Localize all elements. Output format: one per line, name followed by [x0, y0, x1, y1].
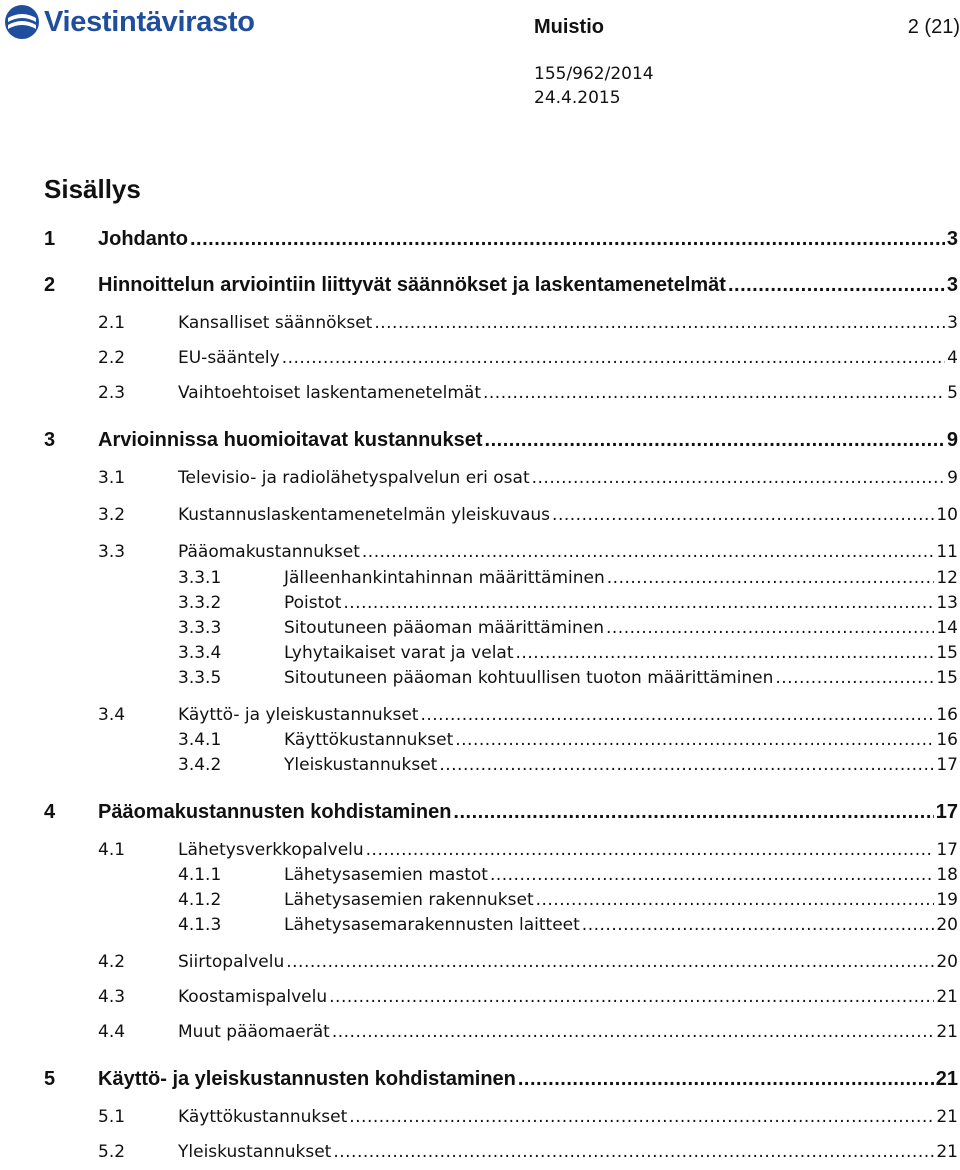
toc-entry-page: 20	[936, 915, 958, 935]
toc-entry-page: 16	[936, 730, 958, 750]
toc-entry-number: 2.2	[98, 348, 126, 368]
toc-leader-dots	[606, 618, 934, 638]
toc-entry-number: 2.3	[98, 383, 126, 403]
toc-entry-number: 3.3.4	[178, 643, 222, 663]
toc-entry-label[interactable]: Käyttö- ja yleiskustannusten kohdistaminen	[98, 1068, 516, 1090]
toc-entry-page: 20	[936, 952, 958, 972]
toc-entry-number: 3.3.5	[178, 668, 222, 688]
toc-leader-dots	[332, 1022, 935, 1042]
toc-entry-number: 4.1.2	[178, 890, 222, 910]
toc-entry[interactable]	[0, 468, 958, 496]
toc-entry-body	[98, 1068, 958, 1091]
toc-entry-page: 9	[947, 468, 958, 488]
toc-entry-page: 3	[946, 274, 958, 296]
toc-entry[interactable]	[0, 313, 958, 341]
toc-entry-page: 3	[947, 313, 958, 333]
toc-entry-page: 19	[936, 890, 958, 910]
toc-entry-label[interactable]: Sitoutuneen pääoman määrittäminen	[284, 618, 604, 638]
toc-entry-label[interactable]: Lähetysasemarakennusten laitteet	[284, 915, 580, 935]
toc-entry-label[interactable]: Lähetysverkkopalvelu	[178, 840, 364, 860]
toc-leader-dots	[518, 1068, 934, 1091]
toc-entry[interactable]	[0, 801, 958, 829]
toc-leader-dots	[453, 801, 933, 824]
toc-entry-label[interactable]: Pääomakustannusten kohdistaminen	[98, 801, 452, 823]
toc-entry-body	[178, 1022, 958, 1042]
toc-leader-dots	[366, 840, 935, 860]
toc-entry-body	[284, 568, 958, 588]
toc-entry-page: 14	[936, 618, 958, 638]
toc-entry-number: 4.1.3	[178, 915, 222, 935]
toc-leader-dots	[439, 755, 934, 775]
toc-entry-number: 3.4.2	[178, 755, 222, 775]
toc-entry-body	[178, 840, 958, 860]
toc-entry[interactable]	[0, 952, 958, 980]
toc-entry-body	[284, 755, 958, 775]
toc-entry-label[interactable]: Yleiskustannukset	[178, 1142, 332, 1162]
toc-entry-body	[178, 987, 958, 1007]
toc-entry-number: 3.1	[98, 468, 126, 488]
toc-entry-body	[178, 1142, 958, 1162]
toc-entry-number: 4.1.1	[178, 865, 222, 885]
toc-entry-label[interactable]: Siirtopalvelu	[178, 952, 285, 972]
toc-entry-body	[284, 730, 958, 750]
toc-entry-page: 13	[936, 593, 958, 613]
toc-entry[interactable]	[0, 1142, 958, 1170]
document-date: 24.4.2015	[534, 88, 621, 108]
toc-leader-dots	[607, 568, 935, 588]
toc-entry-number: 4.2	[98, 952, 126, 972]
toc-entry[interactable]	[0, 755, 958, 783]
toc-leader-dots	[532, 468, 946, 488]
toc-entry-label[interactable]: Sitoutuneen pääoman kohtuullisen tuoton määrittäminen	[284, 668, 774, 688]
toc-leader-dots	[374, 313, 945, 333]
toc-entry-body	[284, 668, 958, 688]
toc-entry-label[interactable]: Kustannuslaskentamenetelmän yleiskuvaus	[178, 505, 551, 525]
toc-entry[interactable]	[0, 1107, 958, 1135]
toc-leader-dots	[490, 865, 934, 885]
toc-entry-body	[178, 505, 958, 525]
toc-leader-dots	[552, 505, 934, 525]
toc-entry-label[interactable]: Hinnoittelun arviointiin liittyvät säännökset ja laskentamenetelmät	[98, 274, 726, 296]
toc-entry-label[interactable]: Poistot	[284, 593, 342, 613]
reference-number: 155/962/2014	[534, 64, 654, 84]
toc-entry-body	[284, 915, 958, 935]
toc-entry[interactable]	[0, 730, 958, 758]
toc-entry-page: 21	[936, 1107, 958, 1127]
toc-entry[interactable]	[0, 1022, 958, 1050]
toc-entry-page: 17	[935, 801, 958, 823]
toc-entry-body	[178, 705, 958, 725]
toc-entry[interactable]	[0, 1068, 958, 1096]
toc-entry-page: 21	[936, 987, 958, 1007]
toc-entry-number: 5	[44, 1068, 56, 1090]
toc-entry-body	[284, 643, 958, 663]
toc-leader-dots	[286, 952, 934, 972]
toc-entry-label[interactable]: Muut pääomaerät	[178, 1022, 330, 1042]
toc-entry-page: 18	[936, 865, 958, 885]
toc-leader-dots	[362, 542, 934, 562]
toc-entry[interactable]	[0, 348, 958, 376]
toc-leader-dots	[282, 348, 945, 368]
toc-entry[interactable]	[0, 618, 958, 646]
page-indicator: 2 (21)	[907, 16, 960, 38]
toc-entry-page: 4	[947, 348, 958, 368]
toc-entry-body	[284, 618, 958, 638]
toc-entry-label[interactable]: Arvioinnissa huomioitavat kustannukset	[98, 429, 483, 451]
toc-entry-label[interactable]: EU-sääntely	[178, 348, 280, 368]
toc-entry-body	[178, 1107, 958, 1127]
toc-entry-page: 17	[936, 755, 958, 775]
toc-entry-body	[178, 468, 958, 488]
toc-entry-body	[178, 313, 958, 333]
toc-entry-number: 4.4	[98, 1022, 126, 1042]
toc-entry-number: 4	[44, 801, 56, 823]
toc-leader-dots	[455, 730, 934, 750]
toc-entry-page: 15	[936, 668, 958, 688]
toc-entry-page: 3	[946, 228, 958, 250]
toc-entry-page: 21	[935, 1068, 958, 1090]
toc-leader-dots	[190, 228, 945, 251]
toc-entry-page: 10	[936, 505, 958, 525]
toc-entry-body	[284, 593, 958, 613]
toc-leader-dots	[485, 429, 945, 452]
toc-entry-page: 16	[936, 705, 958, 725]
toc-entry-body	[284, 865, 958, 885]
toc-entry[interactable]	[0, 274, 958, 302]
toc-leader-dots	[349, 1107, 934, 1127]
toc-leader-dots	[775, 668, 934, 688]
toc-entry-label[interactable]: Käyttökustannukset	[178, 1107, 348, 1127]
toc-entry-number: 3.3.2	[178, 593, 222, 613]
toc-entry-number: 3.4	[98, 705, 126, 725]
toc-entry-label[interactable]: Yleiskustannukset	[284, 755, 438, 775]
toc-entry-body	[178, 952, 958, 972]
toc-entry-label[interactable]: Lyhytaikaiset varat ja velat	[284, 643, 514, 663]
toc-entry-number: 3	[44, 429, 56, 451]
toc-entry-label[interactable]: Lähetysasemien rakennukset	[284, 890, 534, 910]
toc-leader-dots	[536, 890, 935, 910]
toc-entry-label[interactable]: Vaihtoehtoiset laskentamenetelmät	[178, 383, 481, 403]
toc-entry[interactable]	[0, 593, 958, 621]
toc-entry-label[interactable]: Käyttökustannukset	[284, 730, 454, 750]
toc-entry-number: 3.3	[98, 542, 126, 562]
toc-leader-dots	[343, 593, 934, 613]
toc-entry-page: 9	[946, 429, 958, 451]
toc-entry-page: 5	[947, 383, 958, 403]
toc-entry[interactable]	[0, 668, 958, 696]
toc-entry-number: 4.3	[98, 987, 126, 1007]
logo-text: Viestintävirasto	[44, 5, 255, 38]
toc-entry-label[interactable]: Lähetysasemien mastot	[284, 865, 488, 885]
toc-entry-page: 11	[936, 542, 958, 562]
toc-entry[interactable]	[0, 705, 958, 733]
toc-entry-number: 3.3.1	[178, 568, 222, 588]
toc-entry-page: 15	[936, 643, 958, 663]
toc-entry[interactable]	[0, 915, 958, 943]
toc-entry[interactable]	[0, 383, 958, 411]
toc-entry-body	[98, 274, 958, 297]
toc-entry-page: 12	[936, 568, 958, 588]
toc-entry-body	[98, 801, 958, 824]
toc-leader-dots	[582, 915, 935, 935]
toc-entry[interactable]	[0, 542, 958, 570]
toc-entry-label[interactable]: Käyttö- ja yleiskustannukset	[178, 705, 419, 725]
toc-entry-number: 5.2	[98, 1142, 126, 1162]
toc-entry-number: 5.1	[98, 1107, 126, 1127]
toc-entry-label[interactable]: Televisio- ja radiolähetyspalvelun eri osat	[178, 468, 530, 488]
toc-entry-number: 3.3.3	[178, 618, 222, 638]
toc-leader-dots	[333, 1142, 934, 1162]
toc-entry[interactable]	[0, 987, 958, 1015]
toc-entry[interactable]	[0, 643, 958, 671]
toc-entry-body	[98, 429, 958, 452]
toc-entry-number: 2.1	[98, 313, 126, 333]
toc-entry-body	[98, 228, 958, 251]
toc-leader-dots	[329, 987, 934, 1007]
toc-entry[interactable]	[0, 429, 958, 457]
toc-entry-label[interactable]: Johdanto	[98, 228, 188, 250]
toc-entry-page: 21	[936, 1142, 958, 1162]
toc-entry-label[interactable]: Jälleenhankintahinnan määrittäminen	[284, 568, 605, 588]
document-type: Muistio	[534, 16, 604, 38]
toc-entry-number: 4.1	[98, 840, 126, 860]
toc-entry-page: 21	[936, 1022, 958, 1042]
toc-leader-dots	[483, 383, 945, 403]
toc-entry[interactable]	[0, 505, 958, 533]
toc-entry-label[interactable]: Kansalliset säännökset	[178, 313, 373, 333]
toc-entry[interactable]	[0, 840, 958, 868]
toc-leader-dots	[516, 643, 935, 663]
toc-entry-body	[178, 542, 958, 562]
toc-entry-number: 3.4.1	[178, 730, 222, 750]
toc-entry[interactable]	[0, 568, 958, 596]
toc-entry[interactable]	[0, 890, 958, 918]
toc-entry-number: 1	[44, 228, 56, 250]
toc-leader-dots	[420, 705, 934, 725]
toc-entry[interactable]	[0, 228, 958, 256]
toc-title: Sisällys	[44, 174, 141, 204]
toc-entry-body	[178, 348, 958, 368]
toc-leader-dots	[728, 274, 945, 297]
toc-entry-body	[284, 890, 958, 910]
toc-entry-label[interactable]: Koostamispalvelu	[178, 987, 328, 1007]
toc-entry-body	[178, 383, 958, 403]
toc-entry[interactable]	[0, 865, 958, 893]
toc-entry-number: 3.2	[98, 505, 126, 525]
toc-entry-label[interactable]: Pääomakustannukset	[178, 542, 360, 562]
toc-entry-page: 17	[936, 840, 958, 860]
toc-entry-number: 2	[44, 274, 56, 296]
